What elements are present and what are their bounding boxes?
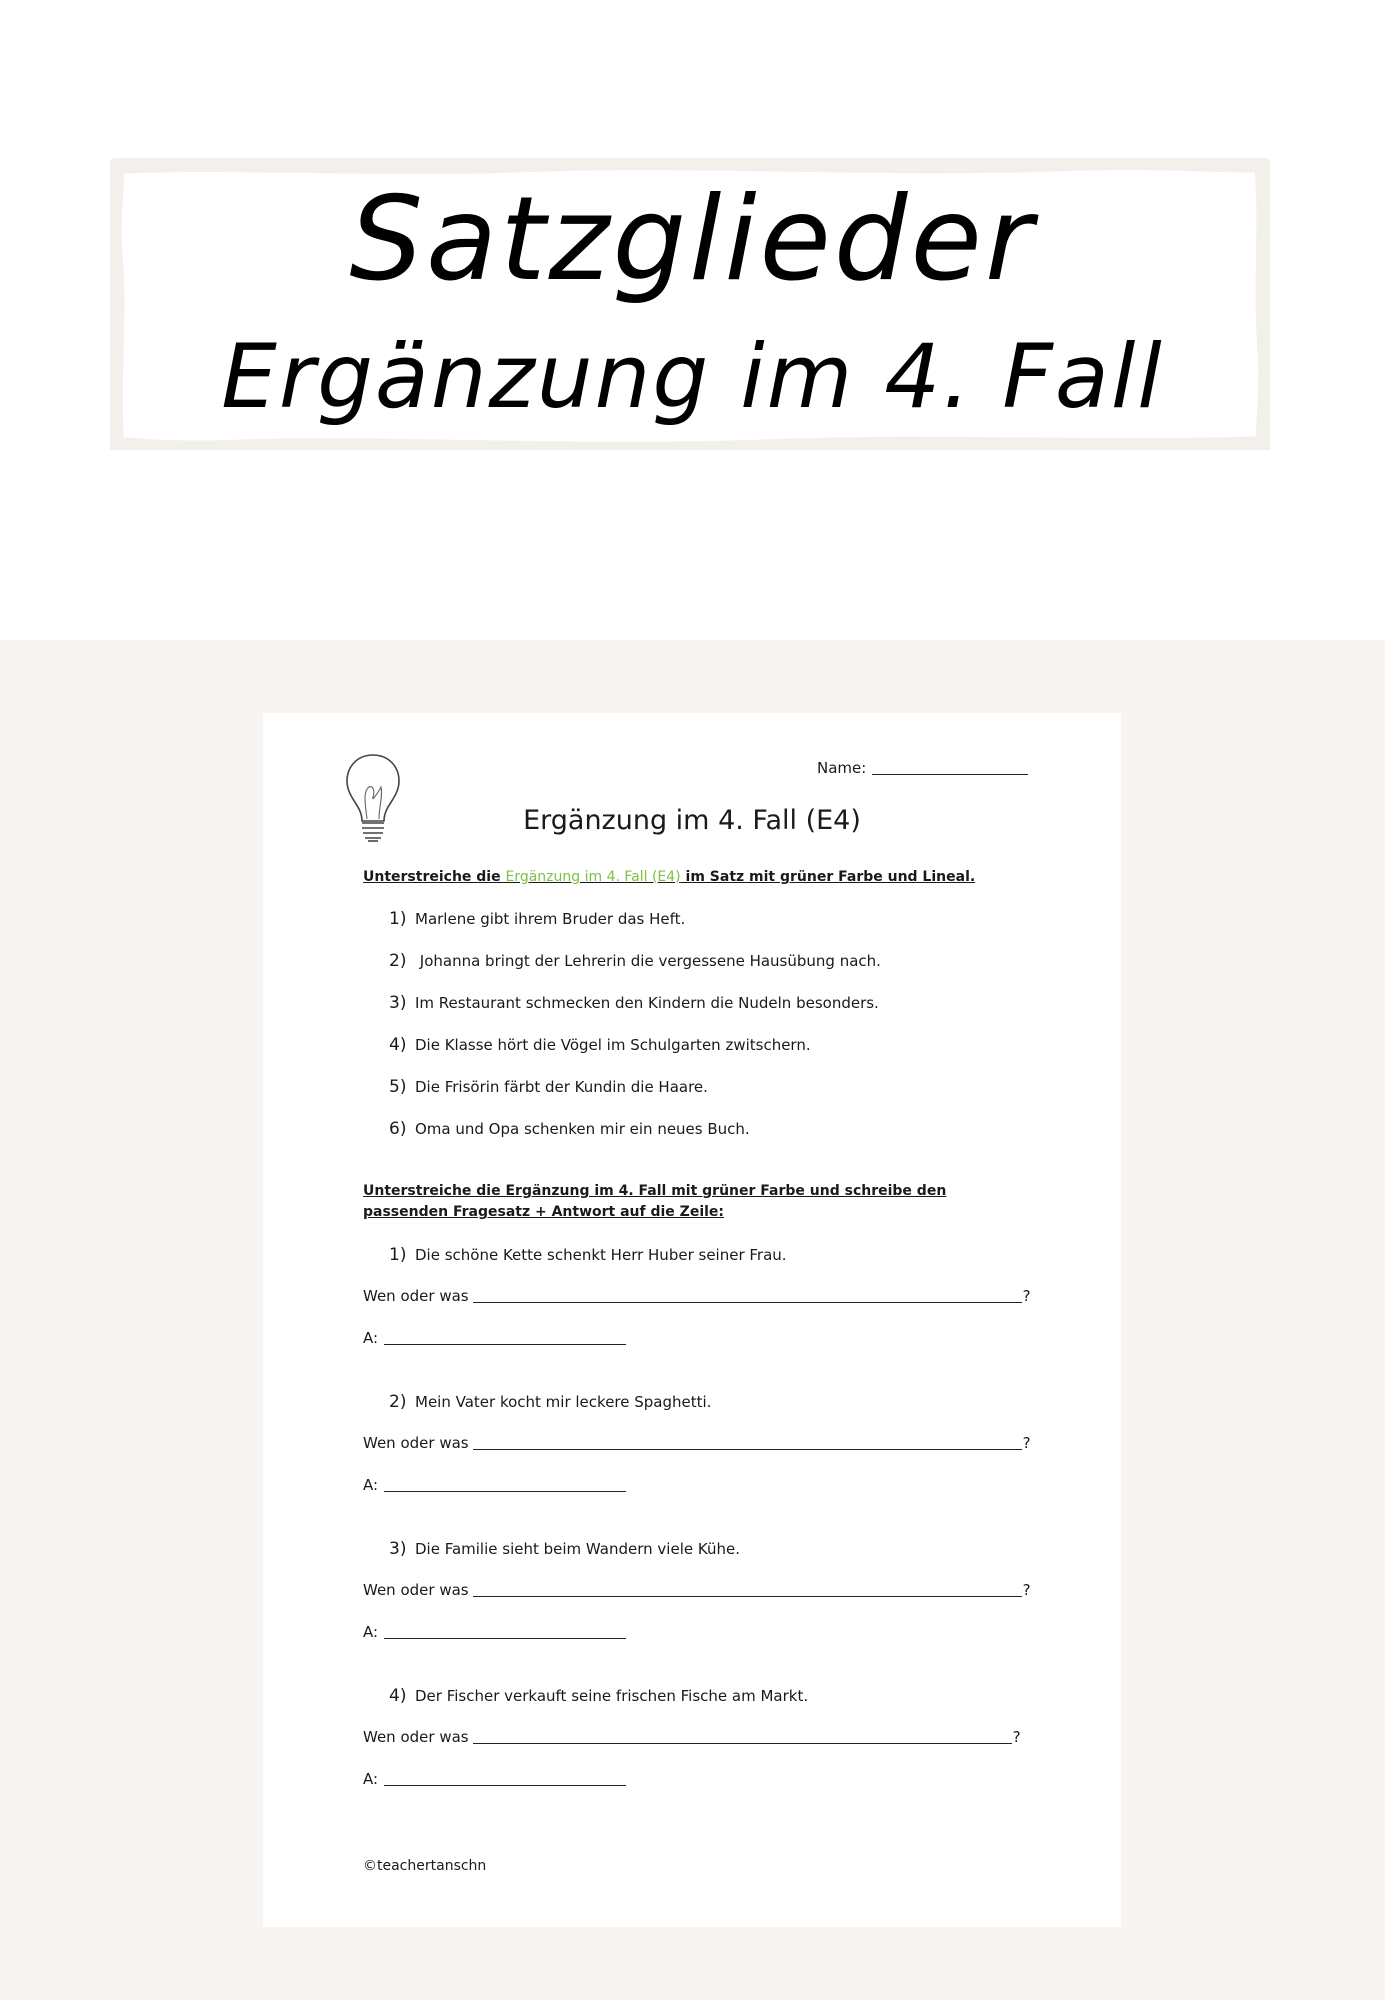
task2-item: 4) Der Fischer verkauft seine frischen Fische am Markt.	[389, 1686, 809, 1706]
worksheet	[263, 713, 1121, 1927]
highlighted-term: Ergänzung im 4. Fall (E4)	[505, 869, 681, 885]
name-label: Name:	[817, 759, 867, 777]
name-line	[872, 773, 1028, 775]
answer-row: A:	[363, 1770, 626, 1788]
copyright-footer: ©teachertanschn	[363, 1858, 487, 1874]
answer-line	[384, 1490, 626, 1492]
cover-title: Satzglieder	[349, 172, 1036, 307]
question-row: Wen oder was ?	[363, 1434, 1031, 1452]
task2-item: 3) Die Familie sieht beim Wandern viele Kühe.	[389, 1539, 740, 1559]
task1-item: 6) Oma und Opa schenken mir ein neues Buch.	[389, 1119, 750, 1139]
answer-line	[384, 1637, 626, 1639]
name-field	[817, 759, 1028, 777]
task2-instruction: Unterstreiche die Ergänzung im 4. Fall mit grüner Farbe und schreibe den passenden Fragesatz + Antwort auf die Zeile:	[363, 1183, 947, 1220]
cover-header	[0, 0, 1385, 640]
task1-item: 3) Im Restaurant schmecken den Kindern die Nudeln besonders.	[389, 993, 879, 1013]
answer-row: A:	[363, 1476, 626, 1494]
question-row: Wen oder was ?	[363, 1728, 1021, 1746]
question-line	[473, 1742, 1012, 1744]
task1-item: 2) Johanna bringt der Lehrerin die vergessene Hausübung nach.	[389, 951, 881, 971]
question-row: Wen oder was ?	[363, 1287, 1031, 1305]
answer-line	[384, 1343, 626, 1345]
answer-line	[384, 1784, 626, 1786]
task1-item: 5) Die Frisörin färbt der Kundin die Haare.	[389, 1077, 708, 1097]
task1-instruction: Unterstreiche die Ergänzung im 4. Fall (E4) im Satz mit grüner Farbe und Lineal.	[363, 869, 976, 885]
question-line	[473, 1448, 1022, 1450]
cover-subtitle: Ergänzung im 4. Fall	[221, 325, 1164, 428]
task2-item: 2) Mein Vater kocht mir leckere Spaghetti.	[389, 1392, 712, 1412]
question-line	[473, 1595, 1022, 1597]
task1-item: 4) Die Klasse hört die Vögel im Schulgarten zwitschern.	[389, 1035, 811, 1055]
worksheet-title: Ergänzung im 4. Fall (E4)	[523, 805, 861, 836]
answer-row: A:	[363, 1329, 626, 1347]
answer-row: A:	[363, 1623, 626, 1641]
task1-item: 1) Marlene gibt ihrem Bruder das Heft.	[389, 909, 686, 929]
question-line	[473, 1301, 1022, 1303]
question-row: Wen oder was ?	[363, 1581, 1031, 1599]
task2-item: 1) Die schöne Kette schenkt Herr Huber seiner Frau.	[389, 1245, 787, 1265]
